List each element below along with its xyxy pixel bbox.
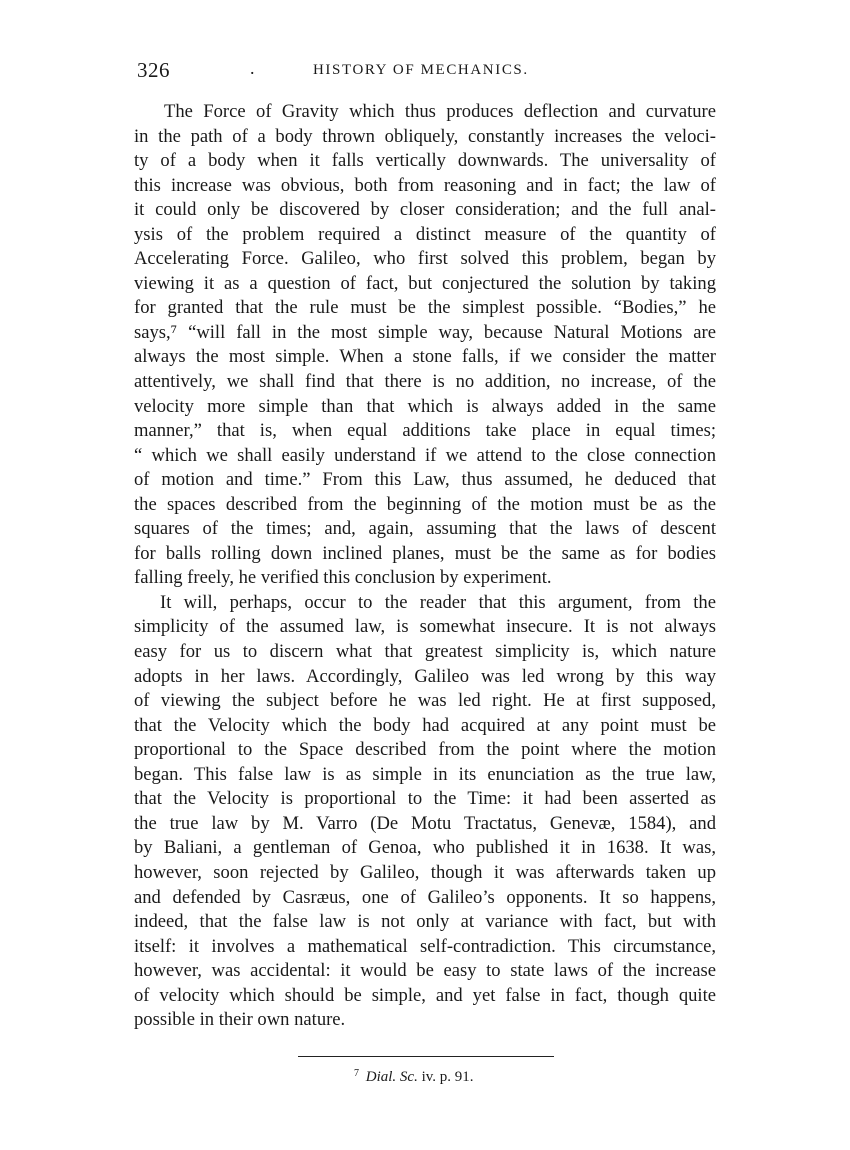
text-line: always the most simple. When a stone falls, if we consider the matter [134,346,716,368]
text-line: for granted that the rule must be the simplest possible. “Bodies,” he [134,297,716,319]
text-line: began. This false law is as simple in its enunciation as the true law, [134,763,716,785]
text-line: that the Velocity which the body had acquired at any point must be [134,714,716,736]
page-number: 326 [137,58,170,82]
text-line: falling freely, he verified this conclusion by experiment. [134,567,552,589]
text-line: and defended by Casræus, one of Galileo’s opponents. It so happens, [134,886,716,908]
text-line: indeed, that the false law is not only at variance with fact, but with [134,911,716,933]
text-line: by Baliani, a gentleman of Genoa, who published it in 1638. It was, [134,837,716,859]
footnote-location: iv. p. 91. [421,1069,474,1085]
text-line: the true law by M. Varro (De Motu Tractatus, Genevæ, 1584), and [134,812,716,834]
text-line: manner,” that is, when equal additions take place in equal times; [134,420,716,442]
running-head [137,58,713,88]
running-title: HISTORY OF MECHANICS. [313,62,529,78]
text-line: of velocity which should be simple, and yet false in fact, though quite [134,984,716,1006]
text-line: simplicity of the assumed law, is somewhat insecure. It is not always [134,616,716,638]
footnote [354,1068,474,1086]
text-line: squares of the times; and, again, assuming that the laws of descent [134,518,716,540]
text-line: however, was accidental: it would be easy to state laws of the increase [134,960,716,982]
text-line: It will, perhaps, occur to the reader that this argument, from the [160,591,716,613]
text-line: this increase was obvious, both from reasoning and in fact; the law of [134,174,716,196]
text-line: attentively, we shall find that there is no addition, no increase, of the [134,371,716,393]
body-text [134,100,716,1033]
footnote-mark: 7 [354,1068,359,1079]
paragraph-1 [134,100,716,591]
text-line: possible in their own nature. [134,1009,346,1031]
paragraph-2 [134,591,716,1033]
text-line: of viewing the subject before he was led right. He at first supposed, [134,690,716,712]
text-line: it could only be discovered by closer consideration; and the full anal- [134,199,716,221]
text-line: the spaces described from the beginning of the motion must be as the [134,493,716,515]
text-line: of motion and time.” From this Law, thus assumed, he deduced that [134,469,716,491]
text-line: The Force of Gravity which thus produces deflection and curvature [164,101,716,122]
text-line: velocity more simple than that which is always added in the same [134,395,716,417]
text-line: itself: it involves a mathematical self-contradiction. This circumstance, [134,935,716,957]
text-line: for balls rolling down inclined planes, must be the same as for bodies [134,542,716,564]
text-line: adopts in her laws. Accordingly, Galileo was led wrong by this way [134,665,716,687]
text-line: Accelerating Force. Galileo, who first solved this problem, began by [134,248,716,270]
text-line: ysis of the problem required a distinct measure of the quantity of [134,223,716,245]
text-line: says,⁷ “will fall in the most simple way, because Natural Motions are [134,321,716,343]
text-line: easy for us to discern what that greatest simplicity is, which nature [134,641,716,663]
text-line: viewing it as a question of fact, but conjectured the solution by taking [134,272,716,294]
text-line: in the path of a body thrown obliquely, constantly increases the veloci- [134,125,716,147]
text-line: that the Velocity is proportional to the Time: it had been asserted as [134,788,716,810]
footnote-divider [298,1056,554,1057]
running-head-separator: . [250,58,255,78]
text-line: ty of a body when it falls vertically downwards. The universality of [134,150,716,172]
text-line: however, soon rejected by Galileo, though it was afterwards taken up [134,861,716,883]
text-line: “ which we shall easily understand if we attend to the close connection [134,444,716,466]
footnote-source: Dial. Sc. [365,1069,418,1085]
text-line: proportional to the Space described from the point where the motion [134,739,716,761]
